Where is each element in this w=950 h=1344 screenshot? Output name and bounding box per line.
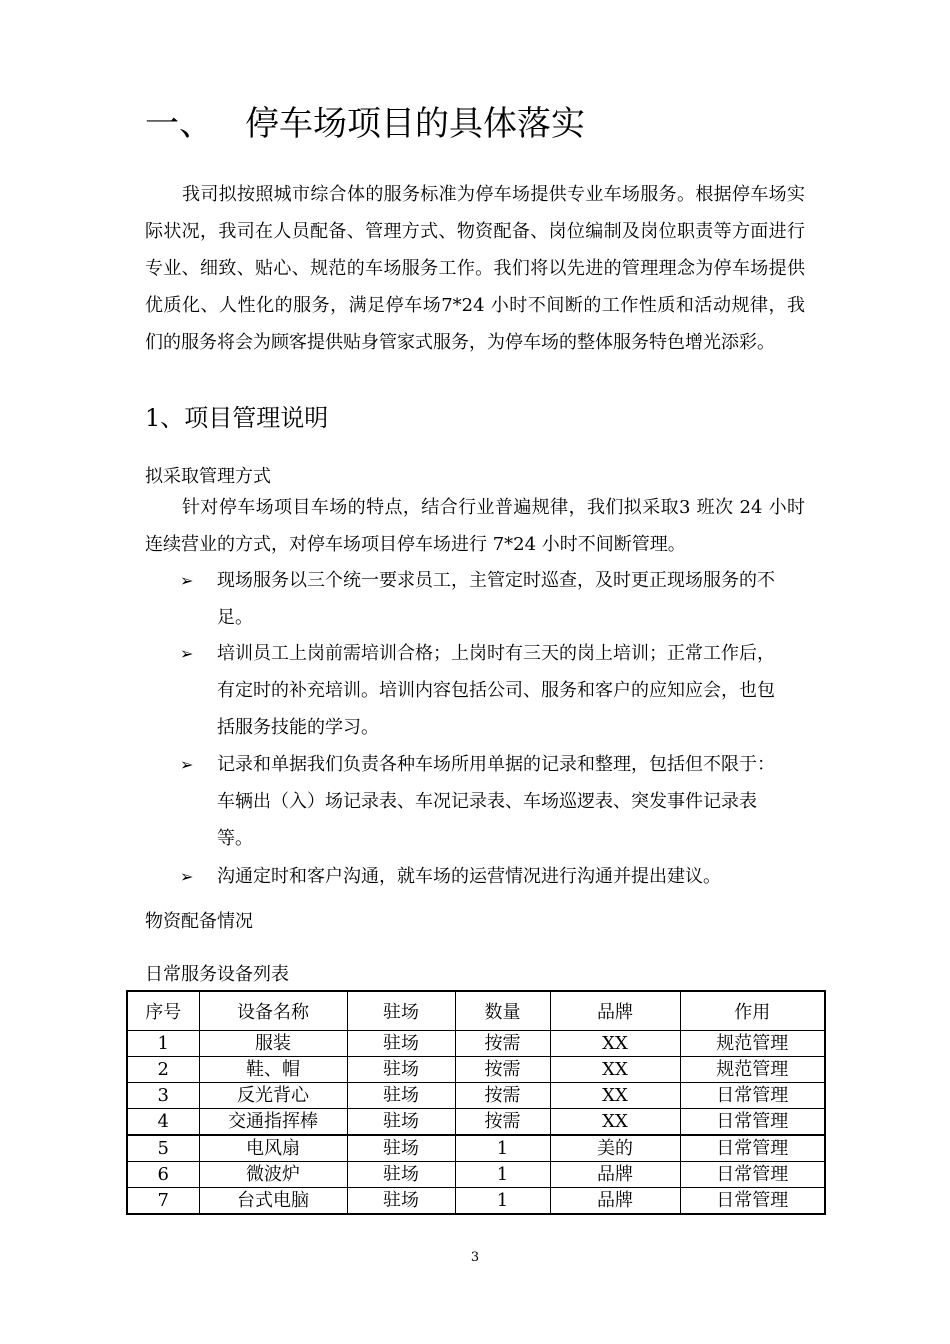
table-cell: 交通指挥棒: [199, 1109, 347, 1136]
header-cell: 设备名称: [199, 991, 347, 1031]
table-caption: 日常服务设备列表: [145, 964, 289, 985]
table-cell: 2: [127, 1057, 199, 1083]
table-cell: 1: [455, 1135, 550, 1162]
table-cell: 5: [127, 1135, 199, 1162]
equipment-table: [126, 990, 826, 1215]
table-cell: 3: [127, 1083, 199, 1109]
table-cell: 7: [127, 1188, 199, 1215]
management-paragraph: 针对停车场项目车场的特点，结合行业普遍规律，我们拟采取3 班次 24 小时连续营业的方式，对停车场项目停车场进行 7*24 小时不间断管理。: [145, 497, 805, 555]
table-cell: 规范管理: [680, 1031, 825, 1057]
arrow-bullet-icon: ➢: [180, 867, 194, 886]
table-cell: 驻场: [347, 1083, 455, 1109]
table-cell: 按需: [455, 1057, 550, 1083]
table-cell: 微波炉: [199, 1162, 347, 1188]
table-cell: 驻场: [347, 1031, 455, 1057]
section-number: 一、: [145, 104, 213, 144]
table-cell: XX: [550, 1109, 680, 1136]
header-cell: 序号: [127, 991, 199, 1031]
bullet-item: [180, 858, 780, 895]
header-cell: 驻场: [347, 991, 455, 1031]
table-cell: 4: [127, 1109, 199, 1136]
table-cell: 1: [455, 1162, 550, 1188]
table-cell: 驻场: [347, 1057, 455, 1083]
bullet-text: 现场服务以三个统一要求员工，主管定时巡查，及时更正现场服务的不足。: [217, 570, 775, 628]
table-row: [127, 1135, 825, 1162]
table-cell: 品牌: [550, 1188, 680, 1215]
subsection-title: 1、项目管理说明: [145, 404, 329, 432]
intro-paragraph: 我司拟按照城市综合体的服务标准为停车场提供专业车场服务。根据停车场实际状况，我司在人员配备、管理方式、物资配备、岗位编制及岗位职责等方面进行专业、细致、贴心、规范的车场服务工作。我们将以先进的管理理念为停车场提供优质化、人性化的服务，满足停车场7*24 小时不间断的工作性质和活动规律，我们的服务将会为顾客提供贴身管家式服务，为停车场的整体服务特色增光添彩。: [145, 184, 805, 353]
table-row: [127, 1031, 825, 1057]
table-cell: 日常管理: [680, 1109, 825, 1136]
table-cell: 1: [455, 1188, 550, 1215]
table-cell: 按需: [455, 1109, 550, 1136]
table-cell: 反光背心: [199, 1083, 347, 1109]
materials-label: 物资配备情况: [145, 911, 253, 932]
bullet-text: 记录和单据我们负责各种车场所用单据的记录和整理，包括但不限于：车辆出（入）场记录表、车况记录表、车场巡逻表、突发事件记录表等。: [217, 754, 775, 849]
table-cell: 日常管理: [680, 1188, 825, 1215]
table-cell: 驻场: [347, 1162, 455, 1188]
table-cell: 驻场: [347, 1109, 455, 1136]
arrow-bullet-icon: ➢: [180, 755, 194, 774]
table-cell: 驻场: [347, 1188, 455, 1215]
page-number: 3: [470, 1250, 480, 1265]
table-cell: 台式电脑: [199, 1188, 347, 1215]
table-row: [127, 1109, 825, 1136]
table-row: [127, 1083, 825, 1109]
table-cell: 日常管理: [680, 1135, 825, 1162]
bullet-item: [180, 746, 780, 857]
table-header-row: [127, 991, 825, 1031]
table-cell: XX: [550, 1083, 680, 1109]
table-cell: 日常管理: [680, 1162, 825, 1188]
table-cell: 6: [127, 1162, 199, 1188]
header-cell: 数量: [455, 991, 550, 1031]
table-row: [127, 1188, 825, 1215]
bullet-text: 沟通定时和客户沟通，就车场的运营情况进行沟通并提出建议。: [217, 866, 721, 887]
section-heading: [145, 100, 585, 148]
header-cell: 作用: [680, 991, 825, 1031]
table-cell: 鞋、帽: [199, 1057, 347, 1083]
table-cell: 美的: [550, 1135, 680, 1162]
table-cell: 日常管理: [680, 1083, 825, 1109]
table-cell: 按需: [455, 1031, 550, 1057]
table-cell: XX: [550, 1031, 680, 1057]
table-cell: XX: [550, 1057, 680, 1083]
table-cell: 1: [127, 1031, 199, 1057]
table-cell: 按需: [455, 1083, 550, 1109]
management-label: 拟采取管理方式: [145, 466, 271, 487]
arrow-bullet-icon: ➢: [180, 644, 194, 663]
bullet-item: [180, 562, 780, 636]
table-row: [127, 1057, 825, 1083]
header-cell: 品牌: [550, 991, 680, 1031]
arrow-bullet-icon: ➢: [180, 571, 194, 590]
bullet-item: [180, 635, 780, 746]
section-title: 停车场项目的具体落实: [245, 104, 585, 144]
table-cell: 服装: [199, 1031, 347, 1057]
table-cell: 规范管理: [680, 1057, 825, 1083]
table-cell: 品牌: [550, 1162, 680, 1188]
table-cell: 驻场: [347, 1135, 455, 1162]
bullet-text: 培训员工上岗前需培训合格；上岗时有三天的岗上培训；正常工作后，有定时的补充培训。培训内容包括公司、服务和客户的应知应会，也包括服务技能的学习。: [217, 643, 775, 738]
table-cell: 电风扇: [199, 1135, 347, 1162]
table-row: [127, 1162, 825, 1188]
